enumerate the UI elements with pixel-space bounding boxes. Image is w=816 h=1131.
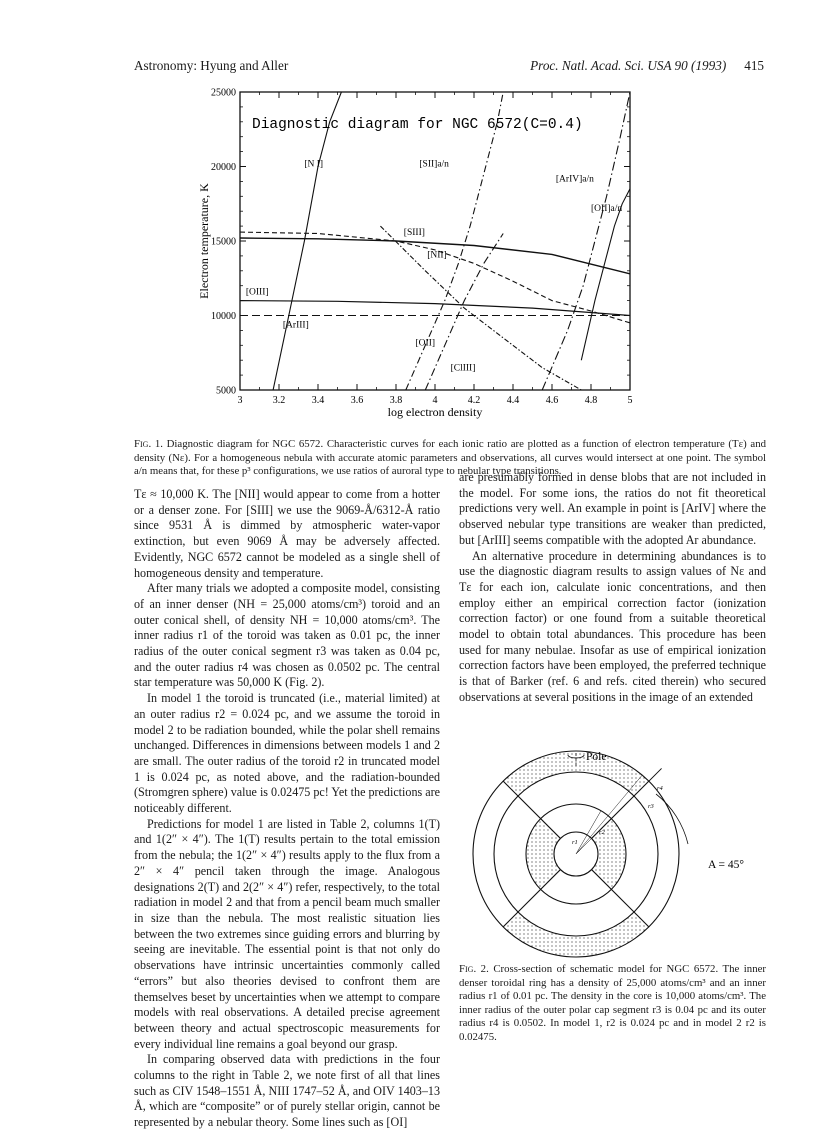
y-tick-labels — [211, 88, 236, 397]
series-label-ariii: [ArIII] — [282, 320, 309, 331]
series-line-nii — [240, 232, 630, 323]
figure-2-caption-text: Cross-section of schematic model for NGC 6572. The inner denser toroidal ring has a density of 25,000 atoms/cm³ and an inner radius r1 of 0.01 pc. The density in the core is 10,000 atoms/cm³. The inner radius of the outer polar cap segment r3 is 0.04 pc and its outer radius r4 is 0.0502. In model 1, r2 is 0.024 pc and in model 2 r2 is 0.02475. — [459, 963, 766, 1043]
x-tick-label: 3.2 — [272, 395, 286, 406]
series-label-sii-a-n: [SII]a/n — [419, 159, 449, 170]
radius-label-r4: r4 — [657, 785, 663, 792]
radius-label-r3: r3 — [648, 803, 654, 810]
series-label-siii: [SIII] — [403, 228, 425, 239]
series-label-n-i: [N I] — [304, 159, 324, 170]
figure-1-caption-label: Fig. 1. — [134, 438, 163, 450]
x-tick-label: 4.6 — [545, 395, 559, 406]
series-line-oiii — [240, 301, 630, 316]
paragraph: An alternative procedure in determining abundances is to use the diagnostic diagram results to assign values of Nε and Tε for each ion, calculate ionic concentrations, and then employ either an empirical correction factor (ionization correction factor) or one found from a suitable theoretical model to obtain total abundances. This procedure has been used for many nebulae. Insofar as use of empirical ionization correction factors have been employed, the preferred technique is that of Barker (ref. 6 and refs. cited therein) who secured observations at several positions in the image of an extended — [459, 548, 766, 704]
figure-2-schematic-model — [470, 748, 770, 960]
chart-inner-title: Diagnostic diagram for NGC 6572(C=0.4) — [252, 117, 583, 133]
x-tick-label: 4.2 — [467, 395, 481, 406]
series-labels — [246, 160, 623, 374]
radius-label-r1: r1 — [572, 839, 578, 846]
y-tick-label: 20000 — [211, 162, 236, 173]
figure-1-diagnostic-diagram — [130, 80, 770, 420]
y-tick-label: 15000 — [211, 236, 236, 248]
x-axis-label: log electron density — [387, 405, 483, 419]
series-label-oiii: [OIII] — [245, 287, 269, 298]
paragraph: Predictions for model 1 are listed in Table 2, columns 1(T) and 1(2″ × 4″). The 1(T) results pertain to the total emission from the nebula; the 1(2″ × 4″) results apply to the flux from a 2″ × 4″ pencil taken through the image. Analogous designations 2(T) and 2(2″ × 4″) refer, respectively, to the total radiation in model 2 and that from a pencil beam much smaller in size than the nebula. The most realistic situation lies between the two extremes since guiding errors and blurring by seeing are inevitable. The essential point is that not only do observations have intrinsic uncertainties commonly called “errors” but also theories devised to confront them are themselves beset by uncertainties when we attempt to compare models with real observations. A detailed precise agreement between theory and actual spectroscopic measurements for every individual line remains a goal beyond our grasp. — [134, 816, 440, 1051]
x-tick-label: 3.4 — [311, 395, 325, 406]
series-label-oii: [OII] — [415, 338, 436, 349]
series-label-cliii: [ClIII] — [450, 363, 476, 374]
angle-arc — [656, 794, 688, 844]
header-authors: Astronomy: Hyung and Aller — [134, 58, 289, 73]
running-header — [134, 58, 764, 76]
series-label-oii-a-n: [OII]a/n — [591, 204, 623, 215]
x-tick-label: 3 — [237, 395, 243, 406]
series-line-cliii — [380, 226, 581, 390]
paragraph: In comparing observed data with predictions in the four columns to the right in Table 2, we note first of all that lines such as CIV 1548–1551 Å, NIII 1747–52 Å, and OIV 1403–13 Å, which are “composite” or of purely stellar origin, cannot be represented by a nebular theory. Some lines such as [OI] — [134, 1052, 440, 1130]
series-line-oii-a-n — [581, 189, 630, 360]
x-tick-label: 3.6 — [350, 395, 364, 406]
figure-2-caption — [459, 963, 766, 1045]
series-label-ariv-a-n: [ArIV]a/n — [555, 174, 594, 185]
y-tick-label: 5000 — [216, 385, 236, 397]
angle-label: A = 45° — [708, 859, 745, 871]
y-tick-label: 25000 — [211, 87, 236, 99]
paragraph: are presumably formed in dense blobs that are not included in the model. For some ions, the ratios do not fit theoretical predictions very well. An example in point is [ArIV] where the observed nebular type transitions are weaker than predicted, but [ArIII] seems compatible with the adopted Ar abundance. — [459, 470, 766, 547]
figure-2-caption-label: Fig. 2. — [459, 963, 489, 975]
header-journal: Proc. Natl. Acad. Sci. USA 90 (1993) — [530, 58, 727, 73]
pole-label: Pole — [586, 751, 607, 763]
x-tick-label: 4 — [432, 395, 438, 406]
paragraph: After many trials we adopted a composite model, consisting of an inner denser (NH = 25,000 atoms/cm³) toroid and an outer conical shell, of density NH = 10,000 atoms/cm³. The inner radius r1 of the toroid was taken as 0.01 pc, the inner radius of the outer conical segment r3 was taken as 0.04 pc, and the outer radius r4 was chosen as 0.0502 pc. The central star temperature was 50,000 K (Fig. 2). — [134, 581, 440, 690]
angle-extension-line — [649, 768, 662, 781]
body-column-right — [459, 470, 766, 706]
x-tick-label: 5 — [627, 395, 633, 406]
y-axis-label: Electron temperature, K — [197, 183, 211, 299]
header-page-number: 415 — [744, 58, 764, 73]
body-column-left — [134, 487, 440, 1131]
paragraph: In model 1 the toroid is truncated (i.e., material limited) at an outer radius r2 = 0.024 pc, and we assume the toroid in model 2 to be radiation bounded, while the polar shell remains unchanged. Differences in dimensions between models 1 and 2 are small. The outer radius of the toroid r2 in truncated model 1 is 0.024 pc, as noted above, and the radiation-bounded (Stromgren sphere) value is 0.02475 pc! Yet the predictions are noticeably different. — [134, 691, 440, 816]
header-journal-block — [530, 58, 764, 74]
y-tick-label: 10000 — [211, 311, 236, 322]
paragraph: Tε ≈ 10,000 K. The [NII] would appear to come from a hotter or a denser zone. For [SIII] we use the 9069-Å/6312-Å ratio since 9531 Å is dimmed by atmospheric water-vapor extinction, but even 9069 Å may be adversely affected. Evidently, NGC 6572 cannot be modeled as a single shell of homogeneous density and temperature. — [134, 487, 440, 580]
radius-label-r2: r2 — [599, 829, 605, 836]
series-label-nii: [NII] — [427, 250, 447, 261]
series-line-ariv-a-n — [542, 92, 630, 390]
toroid-west — [526, 819, 560, 890]
figure-1-caption-text: Diagnostic diagram for NGC 6572. Characteristic curves for each ionic ratio are plotted as a function of electron temperature (Tε) and density (Nε). For a homogeneous nebula with accurate atomic parameters and observations, all curves would intersect at one point. The symbol a/n means that, for these p³ configurations, we use ratios of auroral type to nebular type transitions. — [134, 438, 766, 478]
x-tick-label: 4.8 — [584, 395, 598, 406]
x-tick-label: 3.8 — [389, 395, 403, 406]
series-line-n-i — [273, 92, 341, 390]
x-tick-label: 4.4 — [506, 395, 520, 406]
